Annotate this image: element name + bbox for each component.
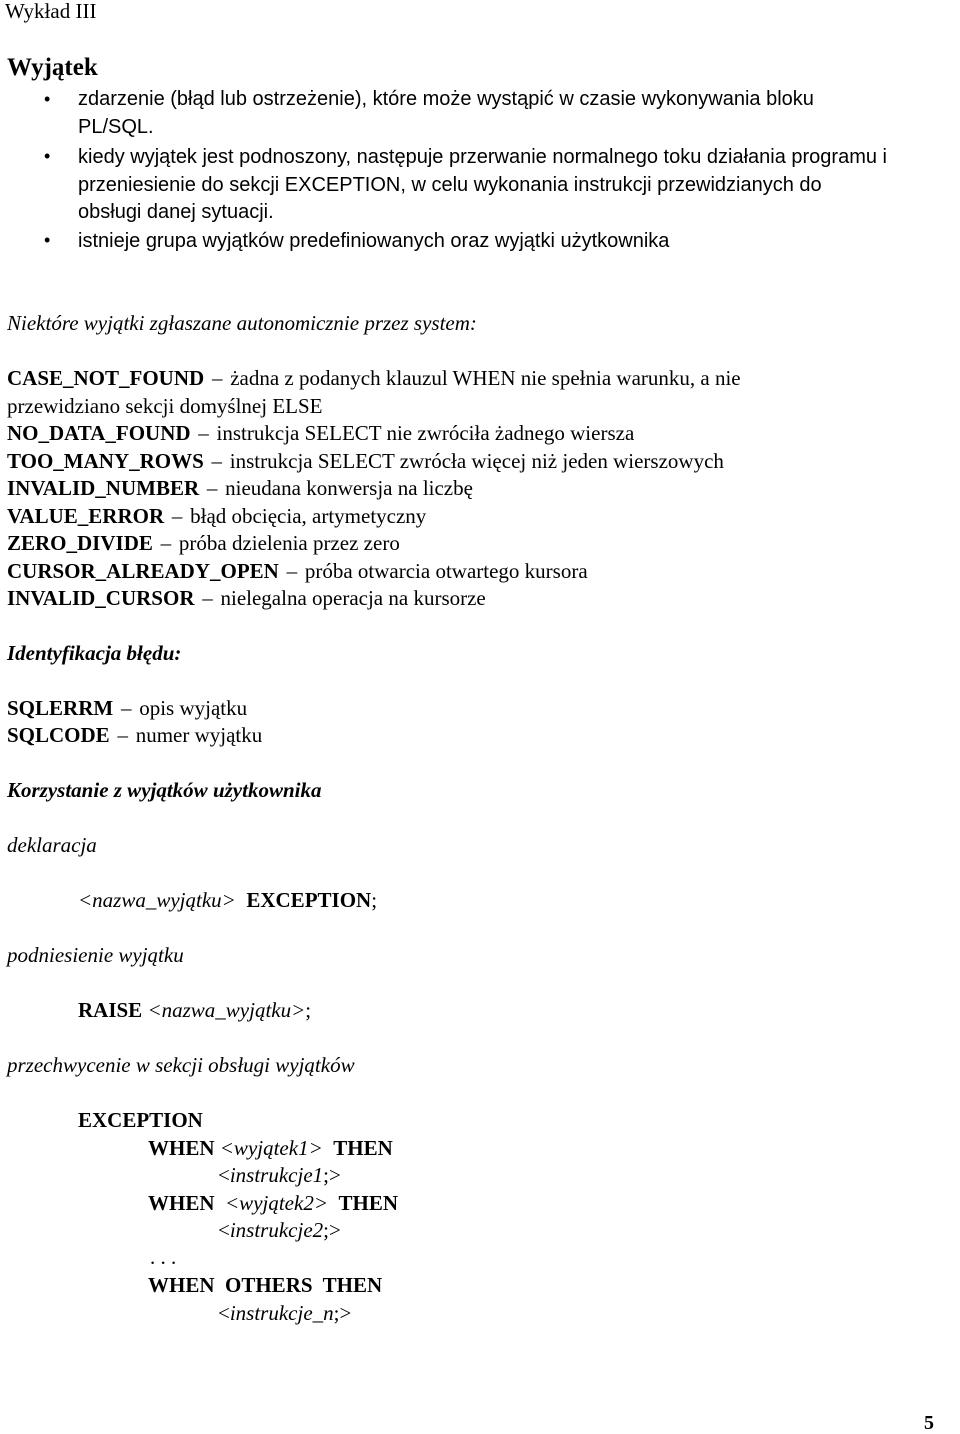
then-keyword: THEN — [338, 1191, 399, 1215]
exception-desc: nielegalna operacja na kursorze — [220, 586, 486, 610]
section-heading: Wyjątek — [7, 54, 98, 81]
ellipsis: . . . — [150, 1245, 177, 1269]
exception-item: VALUE_ERROR – błąd obcięcia, artymetyczny — [7, 504, 427, 528]
bullet-text: przeniesienie do sekcji EXCEPTION, w celu wykonania instrukcji przewidzianych do — [78, 174, 822, 196]
when-keyword: WHEN — [148, 1191, 215, 1215]
bullet-text: zdarzenie (błąd lub ostrzeżenie), które może wystąpić w czasie wykonywania bloku — [78, 88, 814, 110]
instructions-placeholder — [218, 1220, 341, 1241]
identifier-name: SQLERRM — [7, 696, 114, 720]
bullet-marker: • — [44, 230, 51, 250]
raise-keyword: RAISE — [78, 998, 143, 1022]
when-clause — [148, 1193, 398, 1214]
instructions-placeholder — [218, 1303, 351, 1324]
exception-name: INVALID_NUMBER — [7, 476, 200, 500]
when-others-clause: WHEN OTHERS THEN — [148, 1273, 383, 1297]
exception-item: CASE_NOT_FOUND – żadna z podanych klauzul WHEN nie spełnia warunku, a nie — [7, 366, 741, 390]
declaration-semicolon: ; — [371, 888, 378, 912]
identification-heading: Identyfikacja błędu: — [7, 641, 182, 665]
exception-keyword: EXCEPTION — [78, 1108, 203, 1132]
exception-desc: instrukcja SELECT nie zwróciła żadnego wiersza — [216, 421, 635, 445]
user-exceptions-heading: Korzystanie z wyjątków użytkownika — [7, 778, 322, 802]
declaration-label: deklaracja — [7, 833, 97, 857]
exception-desc: instrukcja SELECT zwrócła więcej niż jeden wierszowych — [229, 449, 724, 473]
system-exceptions-heading: Niektóre wyjątki zgłaszane autonomicznie przez system: — [7, 311, 477, 335]
bullet-text: obsługi danej sytuacji. — [78, 201, 274, 223]
document-header: Wykład III — [5, 0, 97, 23]
when-clause — [148, 1138, 393, 1159]
exception-name: VALUE_ERROR — [7, 504, 165, 528]
declaration-placeholder: <nazwa_wyjątku> — [78, 888, 236, 912]
angle-open: < — [218, 1163, 230, 1187]
exception-placeholder: <wyjątek1> — [219, 1136, 323, 1160]
bullet-marker: • — [44, 89, 51, 109]
instructions-name: instrukcje1 — [229, 1163, 324, 1187]
identifier-desc: opis wyjątku — [139, 696, 248, 720]
exception-item: ZERO_DIVIDE – próba dzielenia przez zero — [7, 531, 400, 555]
declaration-code — [78, 890, 377, 911]
exception-desc-continued: przewidziano sekcji domyślnej ELSE — [7, 394, 323, 418]
exception-placeholder: <wyjątek2> — [225, 1191, 328, 1215]
when-keyword: WHEN — [148, 1136, 215, 1160]
exception-item: TOO_MANY_ROWS – instrukcja SELECT zwrócła więcej niż jeden wierszowych — [7, 449, 724, 473]
exception-item: NO_DATA_FOUND – instrukcja SELECT nie zwróciła żadnego wiersza — [7, 421, 635, 445]
exception-item: INVALID_NUMBER – nieudana konwersja na liczbę — [7, 476, 473, 500]
identification-item: SQLERRM – opis wyjątku — [7, 696, 248, 720]
raise-placeholder: <nazwa_wyjątku> — [147, 998, 306, 1022]
exception-name: INVALID_CURSOR — [7, 586, 195, 610]
exception-name: CURSOR_ALREADY_OPEN — [7, 559, 279, 583]
exception-name: NO_DATA_FOUND — [7, 421, 191, 445]
identifier-name: SQLCODE — [7, 723, 110, 747]
instructions-placeholder — [218, 1165, 341, 1186]
bullet-text: kiedy wyjątek jest podnoszony, następuje przerwanie normalnego toku działania programu i — [78, 146, 887, 168]
angle-close: ;> — [323, 1218, 341, 1242]
page-number: 5 — [924, 1412, 934, 1434]
exception-desc: nieudana konwersja na liczbę — [225, 476, 473, 500]
exception-item: CURSOR_ALREADY_OPEN – próba otwarcia otwartego kursora — [7, 559, 588, 583]
angle-open: < — [218, 1218, 230, 1242]
handler-label: przechwycenie w sekcji obsługi wyjątków — [7, 1053, 355, 1077]
exception-name: TOO_MANY_ROWS — [7, 449, 204, 473]
exception-desc: próba dzielenia przez zero — [178, 531, 400, 555]
exception-desc: żadna z podanych klauzul WHEN nie spełnia warunku, a nie — [230, 366, 741, 390]
instructions-name: instrukcje2 — [229, 1218, 324, 1242]
declaration-keyword: EXCEPTION — [246, 888, 372, 912]
identifier-desc: numer wyjątku — [135, 723, 263, 747]
then-keyword: THEN — [333, 1136, 393, 1160]
bullet-marker: • — [44, 146, 51, 166]
exception-desc: błąd obcięcia, artymetyczny — [190, 504, 427, 528]
angle-close: ;> — [333, 1301, 352, 1325]
raise-code — [78, 1000, 311, 1021]
exception-item: INVALID_CURSOR – nielegalna operacja na kursorze — [7, 586, 486, 610]
exception-desc: próba otwarcia otwartego kursora — [304, 559, 588, 583]
raise-label: podniesienie wyjątku — [7, 943, 184, 967]
identification-item: SQLCODE – numer wyjątku — [7, 723, 263, 747]
angle-open: < — [218, 1301, 230, 1325]
exception-name: CASE_NOT_FOUND — [7, 366, 205, 390]
instructions-name: instrukcje_n — [229, 1301, 334, 1325]
angle-close: ;> — [323, 1163, 341, 1187]
exception-name: ZERO_DIVIDE — [7, 531, 153, 555]
bullet-text: istnieje grupa wyjątków predefiniowanych oraz wyjątki użytkownika — [78, 230, 670, 252]
bullet-text: PL/SQL. — [78, 116, 154, 138]
raise-semicolon: ; — [305, 998, 312, 1022]
